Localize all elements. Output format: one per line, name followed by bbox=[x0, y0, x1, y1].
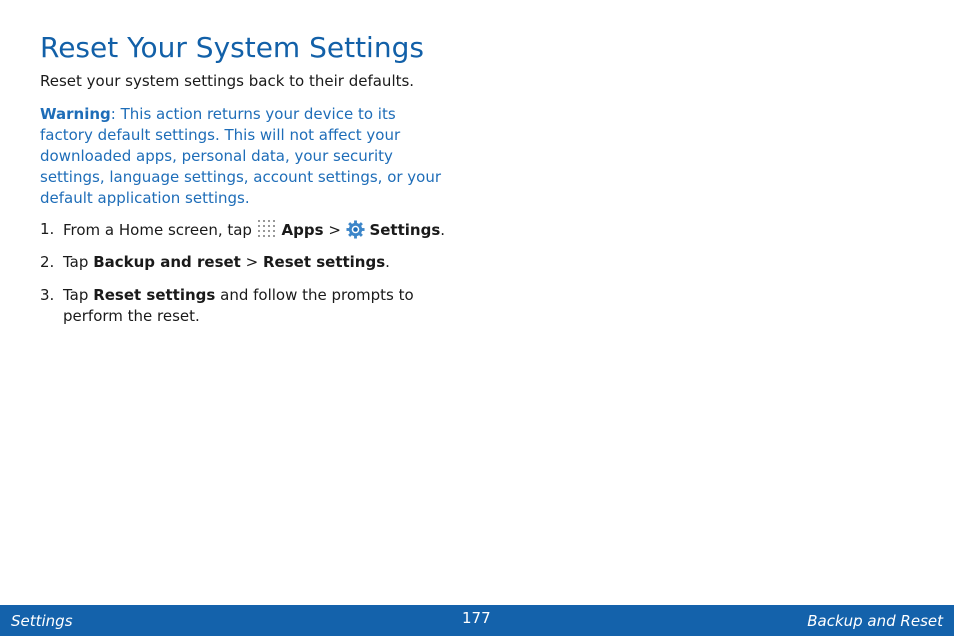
separator: > bbox=[328, 221, 341, 239]
page-title: Reset Your System Settings bbox=[40, 31, 424, 64]
reset-settings-label: Reset settings bbox=[93, 286, 216, 304]
step-1 bbox=[40, 219, 450, 245]
warning-text: : This action returns your device to its factory default settings. This will not affect your downloaded apps, personal data, your security settings, language settings, account settings, or your default application settings. bbox=[40, 105, 442, 207]
footer-chapter-title: Backup and Reset bbox=[807, 612, 943, 630]
period: . bbox=[385, 253, 390, 271]
settings-gear-icon bbox=[346, 220, 365, 245]
step-number: 1. bbox=[40, 220, 55, 238]
step-number: 3. bbox=[40, 286, 55, 304]
warning-label: Warning bbox=[40, 105, 111, 123]
step-text: From a Home screen, tap bbox=[63, 221, 252, 239]
period: . bbox=[440, 221, 446, 239]
step-number: 2. bbox=[40, 253, 55, 271]
step-text-suffix: and follow the prompts to perform the reset. bbox=[63, 286, 414, 325]
intro-text: Reset your system settings back to their defaults. bbox=[40, 72, 415, 90]
footer-section-title: Settings bbox=[11, 612, 73, 630]
settings-label: Settings bbox=[369, 221, 441, 239]
page-number: 177 bbox=[462, 609, 491, 627]
reset-settings-label: Reset settings bbox=[263, 253, 386, 271]
step-2 bbox=[40, 252, 450, 273]
separator: > bbox=[245, 253, 259, 271]
backup-and-reset-label: Backup and reset bbox=[93, 253, 241, 271]
apps-label: Apps bbox=[281, 221, 324, 239]
step-3 bbox=[40, 285, 450, 327]
step-text: Tap bbox=[63, 253, 89, 271]
step-text: Tap bbox=[63, 286, 89, 304]
warning-note bbox=[40, 104, 450, 209]
page-footer bbox=[0, 605, 954, 636]
apps-grid-icon bbox=[257, 219, 277, 245]
